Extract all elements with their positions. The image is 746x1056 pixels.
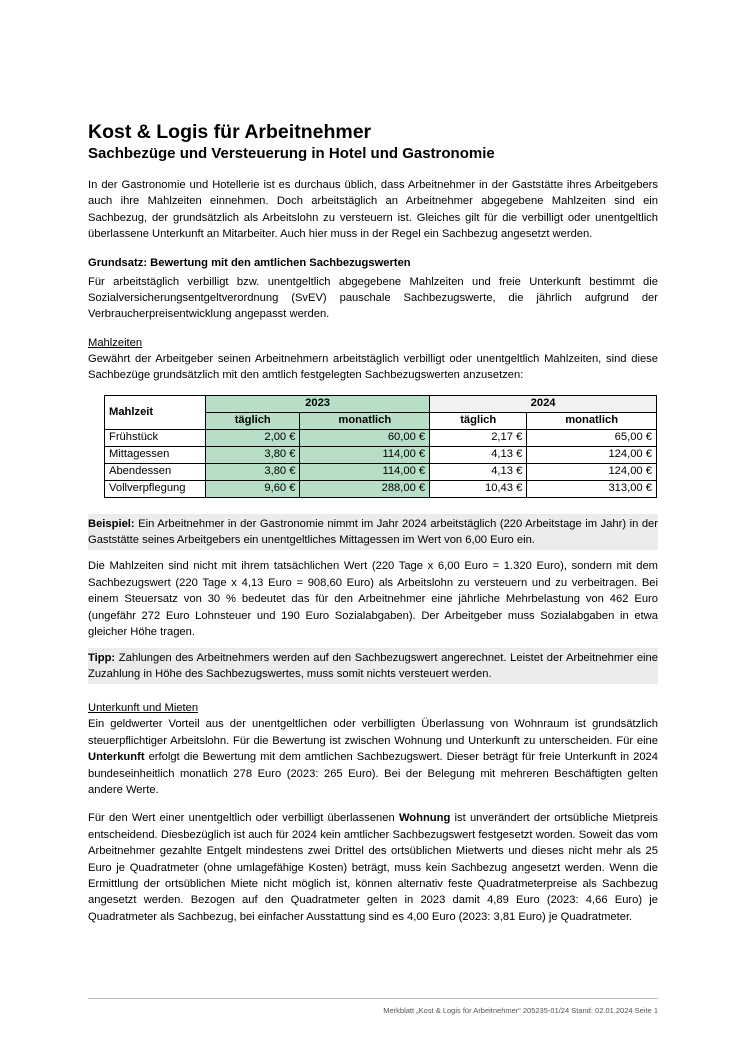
cell-monthly-2024: 65,00 €: [527, 429, 657, 446]
unterkunft-paragraph-1: [88, 716, 658, 798]
col-monthly-2023: monatlich: [300, 412, 430, 429]
wohnung-text-a: Für den Wert einer unentgeltlich oder verbilligt überlassenen: [88, 812, 399, 825]
document-title: Kost & Logis für Arbeitnehmer: [88, 121, 372, 143]
col-year-2024: 2024: [430, 395, 657, 412]
col-year-2023: 2023: [206, 395, 430, 412]
beispiel-box: [88, 514, 658, 551]
tipp-paragraph: [88, 650, 658, 683]
table-row: [105, 446, 657, 463]
wohnung-bold: Wohnung: [398, 812, 451, 825]
cell-daily-2024: 10,43 €: [430, 480, 527, 497]
cell-monthly-2023: 114,00 €: [300, 463, 430, 480]
cell-daily-2023: 9,60 €: [206, 480, 300, 497]
cell-monthly-2023: 288,00 €: [300, 480, 430, 497]
cell-daily-2024: 4,13 €: [430, 446, 527, 463]
cell-monthly-2024: 313,00 €: [527, 480, 657, 497]
cell-monthly-2023: 60,00 €: [300, 429, 430, 446]
grundsatz-heading: Grundsatz: Bewertung mit den amtlichen Sachbezugswerten: [88, 256, 411, 269]
cell-monthly-2024: 124,00 €: [527, 446, 657, 463]
table-row: [105, 463, 657, 480]
cell-daily-2023: 3,80 €: [206, 463, 300, 480]
tipp-box: [88, 648, 658, 685]
unterkunft-text-1b: erfolgt die Bewertung mit dem amtlichen Sachbezugswert. Dieser beträgt für freie Unterkunft in 2024 bundeseinheitlich monatlich 278 Euro (2023: 265 Euro). Bei der Belegung mit mehreren Beschäftigten gelten andere Werte.: [88, 751, 658, 796]
cell-daily-2024: 2,17 €: [430, 429, 527, 446]
cell-daily-2023: 3,80 €: [206, 446, 300, 463]
mahlzeiten-paragraph: Gewährt der Arbeitgeber seinen Arbeitnehmern arbeitstäglich verbilligt oder unentgeltlich Mahlzeiten, sind diese Sachbezüge grundsätzlich mit den amtlich festgelegten Sachbezugswerten anzusetzen:: [88, 352, 658, 382]
table-row: [105, 480, 657, 497]
sachbezug-table: [104, 395, 657, 498]
cell-daily-2024: 4,13 €: [430, 463, 527, 480]
beispiel-paragraph: [88, 516, 658, 549]
intro-paragraph: In der Gastronomie und Hotellerie ist es durchaus üblich, dass Arbeitnehmer in der Gaststätte ihres Arbeitgebers auch ihre Mahlzeiten einnehmen. Doch arbeitstäglich an Arbeitnehmer abgegebene Mahlzeiten sind ein Sachbezug, der grundsätzlich als Arbeitslohn zu versteuern ist. Gleiches gilt für die verbilligt oder unentgeltlich überlassene Unterkunft an Mitarbeiter. Auch hier muss in der Regel ein Sachbezug angesetzt werden.: [88, 179, 658, 241]
cell-monthly-2024: 124,00 €: [527, 463, 657, 480]
beispiel-explanation: Die Mahlzeiten sind nicht mit ihrem tatsächlichen Wert (220 Tage x 6,00 Euro = 1.320 Euro), sondern mit dem Sachbezugswert (220 Tage x 4,13 Euro = 908,60 Euro) als Arbeitslohn zu versteuern und zu verbeitragen. Bei einem Steuersatz von 30 % bedeutet das für den Arbeitnehmer eine jährliche Mehrbelastung von 462 Euro (ungefähr 272 Euro Lohnsteuer und 190 Euro Sozialabgaben). Der Arbeitgeber muss Sozialabgaben in etwa gleicher Höhe tragen.: [88, 560, 658, 639]
footer-text: Merkblatt „Kost & Logis für Arbeitnehmer“ 205235-01/24 Stand: 02.01.2024 Seite 1: [383, 1006, 658, 1015]
cell-monthly-2023: 114,00 €: [300, 446, 430, 463]
row-name: Abendessen: [105, 463, 206, 480]
unterkunft-bold: Unterkunft: [88, 751, 145, 764]
unterkunft-paragraph-2: [88, 810, 658, 925]
col-mahlzeit: Mahlzeit: [105, 395, 206, 429]
tipp-text: Zahlungen des Arbeitnehmers werden auf den Sachbezugswert angerechnet. Leistet der Arbeitnehmer eine Zuzahlung in Höhe des Sachbezugswertes, muss somit nichts versteuert werden.: [88, 651, 658, 680]
wohnung-text-b: ist unverändert der ortsübliche Mietpreis entscheidend. Diesbezüglich ist auch für 2024 kein amtlicher Sachbezugswert festgesetzt worden. Soweit das vom Arbeitnehmer gezahlte Entgelt mindestens zwei Drittel des ortsüblichen Mietwerts und dieses nicht mehr als 25 Euro je Quadratmeter (ohne umlagefähige Kosten) beträgt, muss kein Sachbezug angesetzt werden. Wenn die Ermittlung der ortsüblichen Miete nicht möglich ist, können alternativ feste Quadratmeterpreise als Sachbezug angesetzt werden. Bezogen auf den Quadratmeter gelten in 2023 damit 4,89 Euro (2023: 4,66 Euro) je Quadratmeter als Sachbezug, bei einfacher Ausstattung sind es 4,00 Euro (2023: 3,81 Euro) je Quadratmeter.: [88, 812, 658, 923]
row-name: Vollverpflegung: [105, 480, 206, 497]
unterkunft-heading: Unterkunft und Mieten: [88, 702, 199, 715]
col-monthly-2024: monatlich: [527, 412, 657, 429]
row-name: Mittagessen: [105, 446, 206, 463]
mahlzeiten-heading: Mahlzeiten: [88, 336, 143, 349]
row-name: Frühstück: [105, 429, 206, 446]
tipp-label: Tipp:: [88, 651, 116, 664]
cell-daily-2023: 2,00 €: [206, 429, 300, 446]
document-subtitle: Sachbezüge und Versteuerung in Hotel und Gastronomie: [88, 145, 495, 162]
col-daily-2023: täglich: [206, 412, 300, 429]
table-header-row: [105, 395, 657, 412]
grundsatz-paragraph: Für arbeitstäglich verbilligt bzw. unentgeltlich abgegebene Mahlzeiten und freie Unterkunft bestimmt die Sozialversicherungsentgeltverordnung (SvEV) pauschale Sachbezugswerte, die jährlich aufgrund der Verbraucherpreisentwicklung angepasst werden.: [88, 275, 658, 321]
beispiel-text: Ein Arbeitnehmer in der Gastronomie nimmt im Jahr 2024 arbeitstäglich (220 Arbeitstage im Jahr) in der Gaststätte seines Arbeitgebers ein unentgeltliches Mittagessen im Wert von 6,00 Euro ein.: [88, 517, 658, 547]
document-page: [88, 120, 658, 925]
unterkunft-text-1a: Ein geldwerter Vorteil aus der unentgeltlichen oder verbilligten Überlassung von Wohnraum ist grundsätzlich steuerpflichtiger Arbeitslohn. Für die Bewertung ist zwischen Wohnung und Unterkunft zu unterscheiden. Für eine: [88, 718, 658, 747]
table-row: [105, 429, 657, 446]
page-footer: [88, 998, 658, 1015]
beispiel-label: Beispiel:: [88, 517, 135, 530]
col-daily-2024: täglich: [430, 412, 527, 429]
